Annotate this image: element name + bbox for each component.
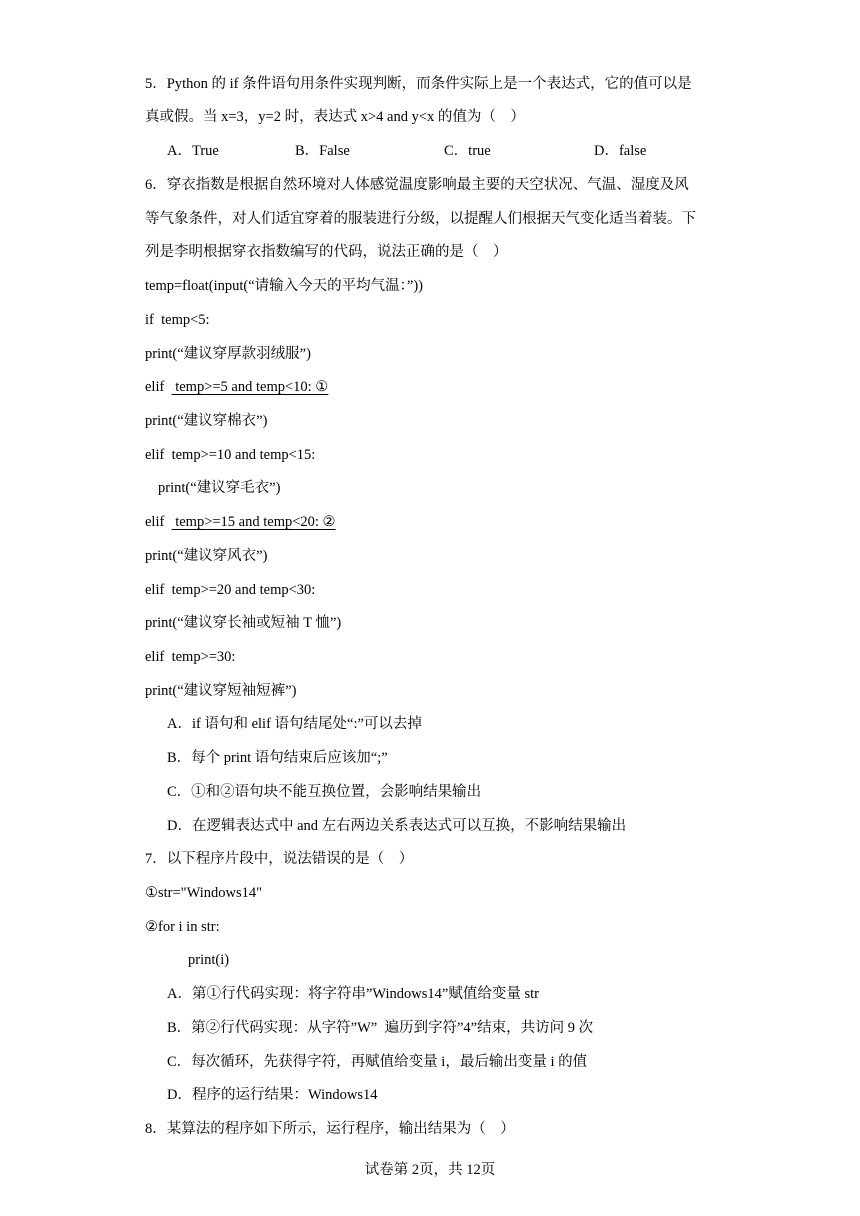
q7-code-line-3: print(i)	[188, 952, 230, 968]
q7-option-c: C．每次循环，先获得字符，再赋值给变量 i，最后输出变量 i 的值	[167, 1054, 588, 1070]
underlined-condition-1: temp>=5 and temp<10: ①	[171, 379, 329, 395]
q5-option-b: B．False	[295, 143, 350, 159]
q6-code-line-9: print(“建议穿风衣”)	[145, 548, 268, 564]
q6-code-line-10: elif temp>=20 and temp<30:	[145, 582, 316, 598]
q6-code-line-5: print(“建议穿棉衣”)	[145, 413, 268, 429]
q7-code-line-2: ②for i in str:	[145, 919, 220, 935]
q6-option-b: B．每个 print 语句结束后应该加“;”	[167, 750, 388, 766]
q6-code-line-7: print(“建议穿毛衣”)	[158, 480, 281, 496]
q6-code-line-6: elif temp>=10 and temp<15:	[145, 447, 316, 463]
q6-code-line-4	[145, 377, 328, 397]
q5-option-c: C．true	[444, 143, 491, 159]
q6-option-c: C．①和②语句块不能互换位置，会影响结果输出	[167, 784, 482, 800]
q6-code-line-13: print(“建议穿短袖短裤”)	[145, 683, 297, 699]
elif-keyword: elif	[145, 514, 172, 530]
q5-line-2: 真或假。当 x=3，y=2 时，表达式 x>4 and y<x 的值为（ ）	[145, 109, 525, 125]
q6-code-line-8	[145, 512, 336, 532]
q7-option-b: B．第②行代码实现：从字符”W” 遍历到字符”4”结束，共访问 9 次	[167, 1020, 594, 1036]
q6-line-1: 6．穿衣指数是根据自然环境对人体感觉温度影响最主要的天空状况、气温、湿度及风	[145, 177, 689, 193]
q7-option-d: D．程序的运行结果：Windows14	[167, 1087, 378, 1103]
q7-code-line-1: ①str="Windows14"	[145, 885, 263, 901]
q6-code-line-3: print(“建议穿厚款羽绒服”)	[145, 346, 311, 362]
q5-line-1: 5．Python 的 if 条件语句用条件实现判断，而条件实际上是一个表达式，它的值可以是	[145, 76, 692, 92]
q7-option-a: A．第①行代码实现：将字符串”Windows14”赋值给变量 str	[167, 986, 539, 1002]
q6-line-3: 列是李明根据穿衣指数编写的代码，说法正确的是（ ）	[145, 244, 508, 260]
q7-line-1: 7．以下程序片段中，说法错误的是（ ）	[145, 851, 414, 867]
q6-code-line-1: temp=float(input(“请输入今天的平均气温：”))	[145, 278, 423, 294]
q6-line-2: 等气象条件，对人们适宜穿着的服装进行分级，以提醒人们根据天气变化适当着装。下	[145, 211, 696, 227]
page-footer: 试卷第 2页，共 12页	[364, 1162, 496, 1178]
q6-option-d: D．在逻辑表达式中 and 左右两边关系表达式可以互换，不影响结果输出	[167, 818, 627, 834]
elif-keyword: elif	[145, 379, 172, 395]
q6-code-line-12: elif temp>=30:	[145, 649, 236, 665]
q6-code-line-2: if temp<5:	[145, 312, 210, 328]
q8-line-1: 8．某算法的程序如下所示，运行程序，输出结果为（ ）	[145, 1121, 515, 1137]
q5-option-a: A．True	[167, 143, 219, 159]
q6-option-a: A．if 语句和 elif 语句结尾处“:”可以去掉	[167, 716, 422, 732]
q6-code-line-11: print(“建议穿长袖或短袖 T 恤”)	[145, 615, 342, 631]
q5-option-d: D．false	[594, 143, 647, 159]
underlined-condition-2: temp>=15 and temp<20: ②	[171, 514, 336, 530]
